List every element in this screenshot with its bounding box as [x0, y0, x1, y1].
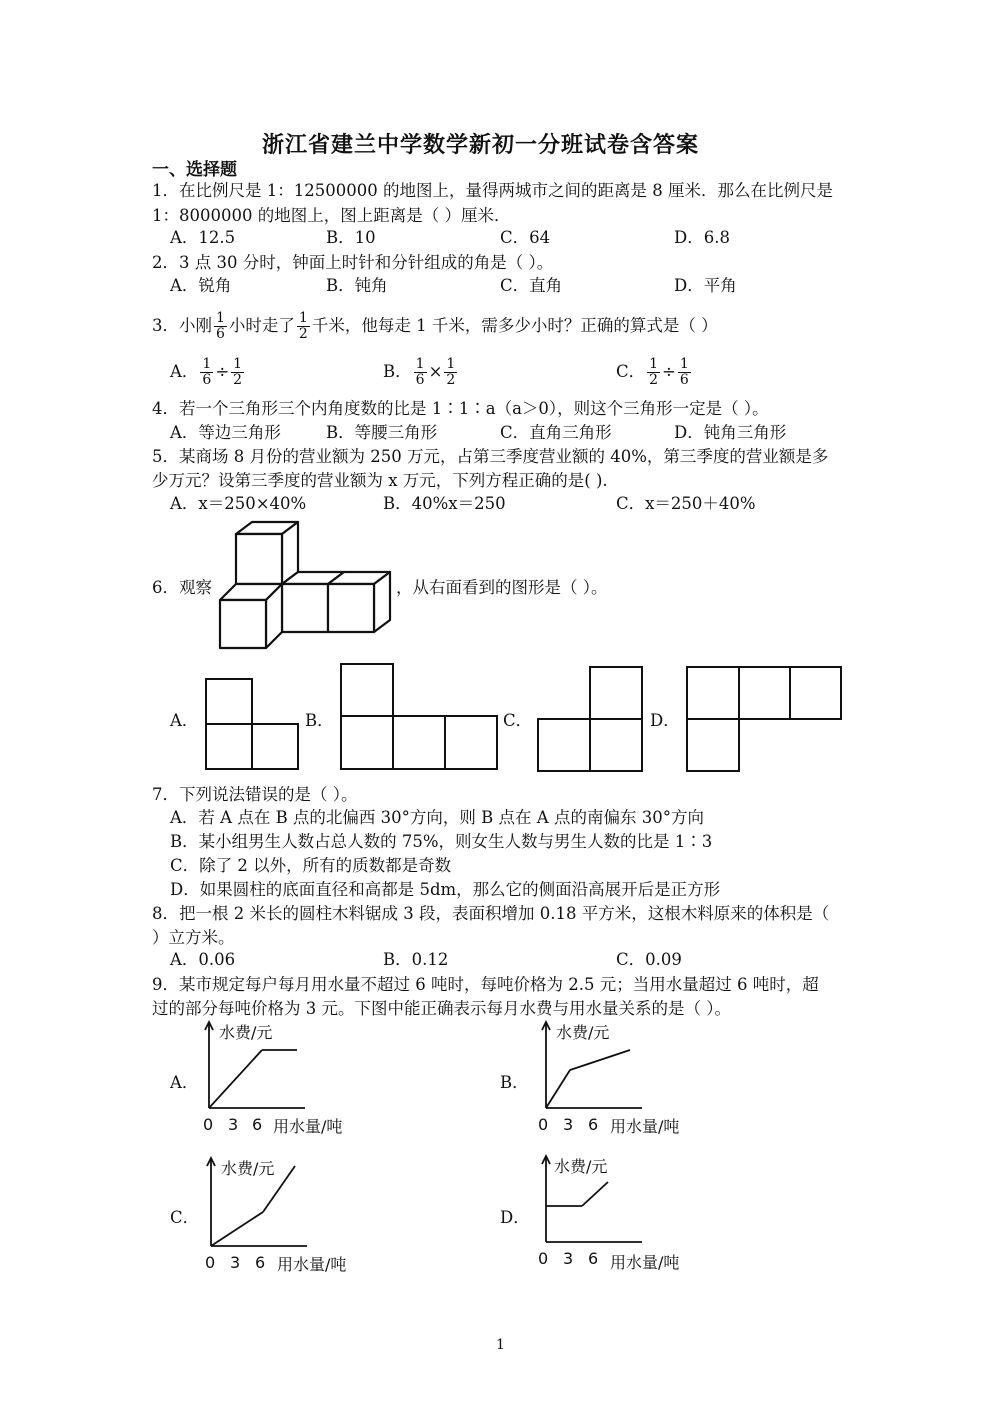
q6-option-d: D．: [650, 711, 680, 730]
q8-option-c: C．0.09: [616, 950, 682, 969]
page-number: 1: [496, 1337, 505, 1353]
x-axis-label: 用水量/吨: [277, 1255, 347, 1274]
q4-option-b: B．等腰三角形: [326, 423, 438, 442]
q5-option-b: B．40%x＝250: [383, 494, 506, 513]
q9-graph-c: [197, 1152, 382, 1277]
y-axis-label: 水费/元: [556, 1023, 610, 1042]
q5-option-a: A．x＝250×40%: [170, 494, 307, 513]
q7-option-b: B．某小组男生人数占总人数的 75%，则女生人数与男生人数的比是 1∶3: [170, 832, 713, 851]
q3-option-b: B． $\frac{1}{6}$ × $\frac{1}{2}$: [383, 356, 456, 388]
graph-b-segment-1: [546, 1070, 570, 1108]
tick-0: 0: [538, 1249, 549, 1268]
q7-text: 7．下列说法错误的是（ ）。: [152, 785, 358, 804]
q3-option-c: C． $\frac{1}{2}$ ÷ $\frac{1}{6}$: [616, 356, 689, 388]
q4-option-d: D．钝角三角形: [674, 423, 787, 442]
q9-option-a: A．: [170, 1073, 199, 1092]
q9-option-d: D．: [500, 1208, 530, 1227]
tick-6: 6: [588, 1249, 599, 1268]
q1-option-a: A．12.5: [170, 228, 236, 247]
q8-option-b: B．0.12: [383, 950, 449, 969]
q8-line2: ）立方米。: [152, 928, 235, 947]
q9-graph-d: [532, 1152, 717, 1277]
q5-line2: 少万元？设第三季度的营业额为 x 万元，下列方程正确的是( ).: [152, 471, 608, 490]
fraction: $\frac{1}{2}$: [298, 310, 308, 342]
q2-option-a: A．锐角: [170, 276, 232, 295]
q4-option-a: A．等边三角形: [170, 423, 281, 442]
q6-prefix: 6．观察: [152, 578, 212, 597]
x-axis-label: 用水量/吨: [610, 1253, 680, 1272]
graph-c-segment-1: [211, 1212, 263, 1246]
q8-option-a: A．0.06: [170, 950, 236, 969]
cube-solid-figure: [210, 522, 400, 652]
section-heading: 一、选择题: [152, 160, 237, 180]
y-axis-label: 水费/元: [219, 1023, 273, 1042]
q9-line2: 过的部分每吨价格为 3 元。下图中能正确表示每月水费与用水量关系的是（ ）。: [152, 999, 731, 1018]
tick-6: 6: [252, 1115, 263, 1134]
q6-suffix: ，从右面看到的图形是（ ）。: [396, 578, 608, 597]
graph-d-segment-2: [582, 1182, 608, 1206]
graph-a-segment-1: [209, 1050, 262, 1108]
q7-option-c: C．除了 2 以外，所有的质数都是奇数: [170, 856, 452, 875]
graph-b-segment-2: [570, 1050, 630, 1070]
q9-option-b: B．: [500, 1073, 529, 1092]
x-axis-label: 用水量/吨: [273, 1117, 343, 1136]
q6-option-b: B．: [305, 711, 334, 730]
tick-6: 6: [588, 1115, 599, 1134]
q1-line1: 1．在比例尺是 1：12500000 的地图上，量得两城市之间的距离是 8 厘米．那么在比例尺是: [152, 181, 833, 200]
q5-line1: 5．某商场 8 月份的营业额为 250 万元，占第三季度营业额的 40%，第三季度的营业额是多: [152, 447, 829, 466]
q9-line1: 9．某市规定每户每月用水量不超过 6 吨时，每吨价格为 2.5 元；当用水量超过 6 吨时，超: [152, 975, 819, 994]
q1-line2: 1：8000000 的地图上，图上距离是（ ）厘米．: [152, 206, 511, 225]
y-axis-label: 水费/元: [554, 1157, 608, 1176]
q3-text: 3．小刚 $\frac{1}{6}$ 小时走了 $\frac{1}{2}$ 千米，他每走 1 千米，需多少小时？正确的算式是（ ）: [152, 310, 718, 342]
q2-option-d: D．平角: [674, 276, 737, 295]
q6-option-d-figure: [686, 666, 842, 772]
tick-6: 6: [255, 1253, 266, 1272]
x-axis-label: 用水量/吨: [610, 1117, 680, 1136]
tick-3: 3: [228, 1115, 239, 1134]
q5-option-c: C．x＝250＋40%: [616, 494, 756, 513]
q9-graph-b: [532, 1018, 717, 1138]
q8-line1: 8．把一根 2 米长的圆柱木料锯成 3 段，表面积增加 0.18 平方米，这根木料原来的体积是（: [152, 904, 830, 923]
q6-option-a: A．: [170, 711, 199, 730]
tick-3: 3: [563, 1115, 574, 1134]
q6-option-b-figure: [340, 663, 498, 771]
q9-option-c: C．: [170, 1208, 200, 1227]
tick-3: 3: [563, 1249, 574, 1268]
tick-0: 0: [205, 1253, 216, 1272]
q2-text: 2．3 点 30 分时，钟面上时针和分针组成的角是（ ）。: [152, 253, 554, 272]
tick-0: 0: [538, 1115, 549, 1134]
q6-option-c: C．: [503, 711, 533, 730]
q3-option-a: A． $\frac{1}{6}$ ÷ $\frac{1}{2}$: [170, 356, 243, 388]
q2-option-b: B．钝角: [326, 276, 388, 295]
q1-option-d: D．6.8: [674, 228, 730, 247]
tick-0: 0: [203, 1115, 214, 1134]
q6-option-c-figure: [537, 666, 643, 772]
page-title: 浙江省建兰中学数学新初一分班试卷含答案: [262, 132, 700, 158]
q1-option-c: C．64: [500, 228, 551, 247]
q4-option-c: C．直角三角形: [500, 423, 612, 442]
q6-option-a-figure: [205, 678, 300, 770]
q1-option-b: B．10: [326, 228, 376, 247]
y-axis-label: 水费/元: [221, 1159, 275, 1178]
q2-option-c: C．直角: [500, 276, 563, 295]
q7-option-d: D．如果圆柱的底面直径和高都是 5dm，那么它的侧面沿高展开后是正方形: [170, 880, 721, 899]
fraction: $\frac{1}{6}$: [216, 310, 225, 342]
q9-graph-a: [195, 1018, 380, 1138]
tick-3: 3: [230, 1253, 241, 1272]
q7-option-a: A．若 A 点在 B 点的北偏西 30°方向，则 B 点在 A 点的南偏东 30°方向: [170, 808, 704, 827]
q4-text: 4．若一个三角形三个内角度数的比是 1∶1∶a（a＞0），则这个三角形一定是（ ）。: [152, 399, 769, 418]
